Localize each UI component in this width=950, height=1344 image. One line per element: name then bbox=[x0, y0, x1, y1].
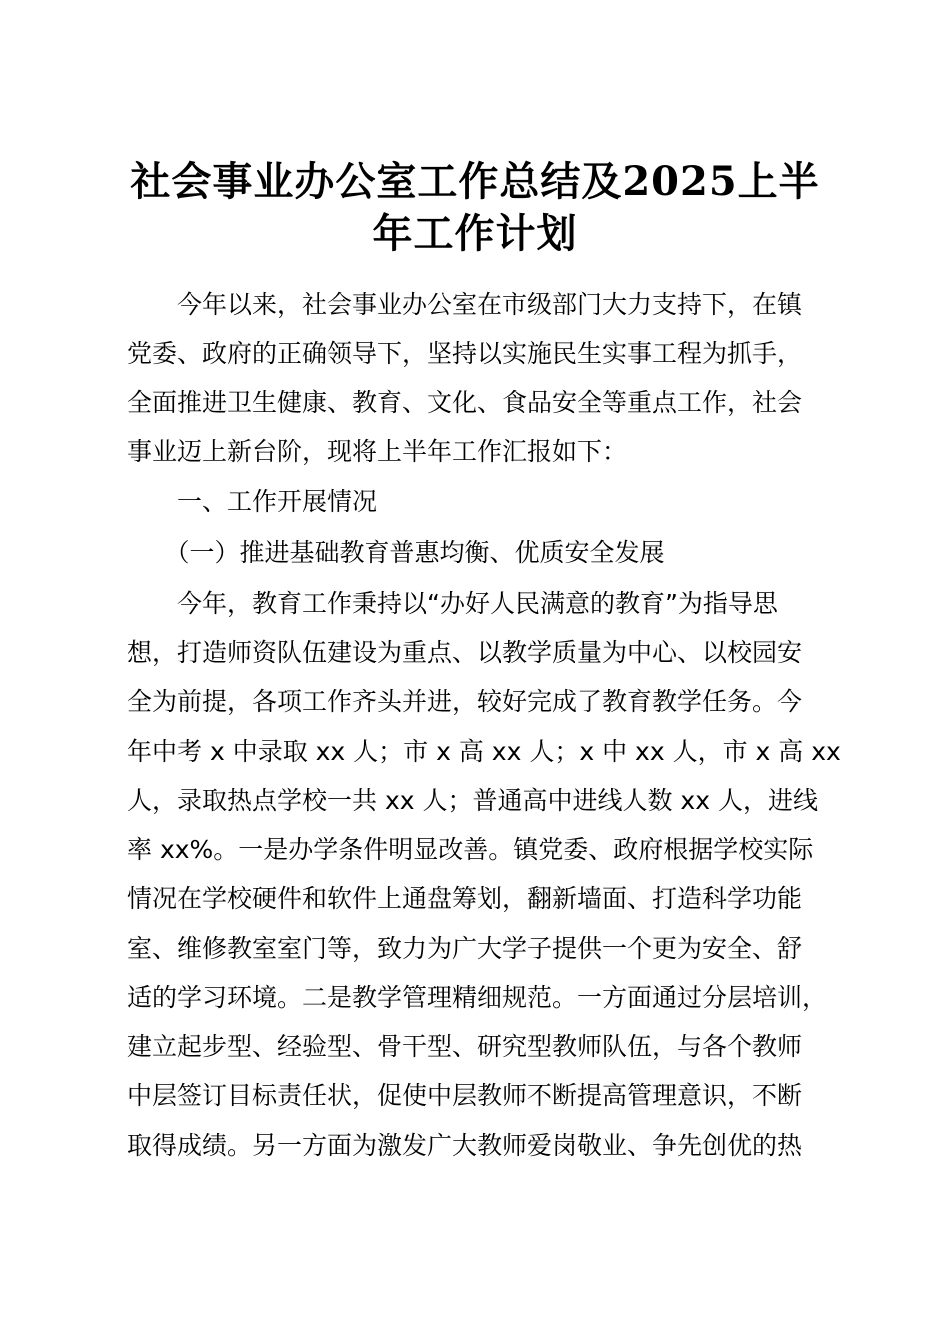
body-line: 室、维修教室室门等，致力为广大学子提供一个更为安全、舒 bbox=[127, 934, 803, 963]
body-line: 想，打造师资队伍建设为重点、以教学质量为中心、以校园安 bbox=[127, 638, 803, 667]
document-title-line-1: 社会事业办公室工作总结及2025上半 bbox=[130, 158, 820, 205]
subsection-heading: （一）推进基础教育普惠均衡、优质安全发展 bbox=[127, 538, 665, 567]
body-line: 中层签订目标责任状，促使中层教师不断提高管理意识，不断 bbox=[127, 1081, 803, 1110]
body-line: 今年，教育工作秉持以“办好人民满意的教育”为指导思 bbox=[127, 589, 778, 618]
body-line: 党委、政府的正确领导下，坚持以实施民生实事工程为抓手， bbox=[127, 339, 803, 368]
body-line: 事业迈上新台阶，现将上半年工作汇报如下： bbox=[127, 437, 628, 466]
body-line: 建立起步型、经验型、骨干型、研究型教师队伍，与各个教师 bbox=[127, 1032, 803, 1061]
document-title-line-2: 年工作计划 bbox=[372, 210, 578, 257]
body-line: 率 xx%。一是办学条件明显改善。镇党委、政府根据学校实际 bbox=[127, 835, 814, 864]
body-line: 取得成绩。另一方面为激发广大教师爱岗敬业、争先创优的热 bbox=[127, 1131, 803, 1160]
body-line: 适的学习环境。二是教学管理精细规范。一方面通过分层培训， bbox=[127, 983, 828, 1012]
body-line: 今年以来，社会事业办公室在市级部门大力支持下，在镇 bbox=[127, 290, 803, 319]
body-line: 全面推进卫生健康、教育、文化、食品安全等重点工作，社会 bbox=[127, 388, 803, 417]
body-line: 年中考 x 中录取 xx 人；市 x 高 xx 人；x 中 xx 人，市 x 高 xx bbox=[127, 737, 841, 766]
body-line: 人，录取热点学校一共 xx 人；普通高中进线人数 xx 人，进线 bbox=[127, 786, 818, 815]
section-heading: 一、工作开展情况 bbox=[127, 487, 378, 516]
body-line: 情况在学校硬件和软件上通盘筹划，翻新墙面、打造科学功能 bbox=[127, 884, 803, 913]
body-line: 全为前提，各项工作齐头并进，较好完成了教育教学任务。今 bbox=[127, 687, 803, 716]
